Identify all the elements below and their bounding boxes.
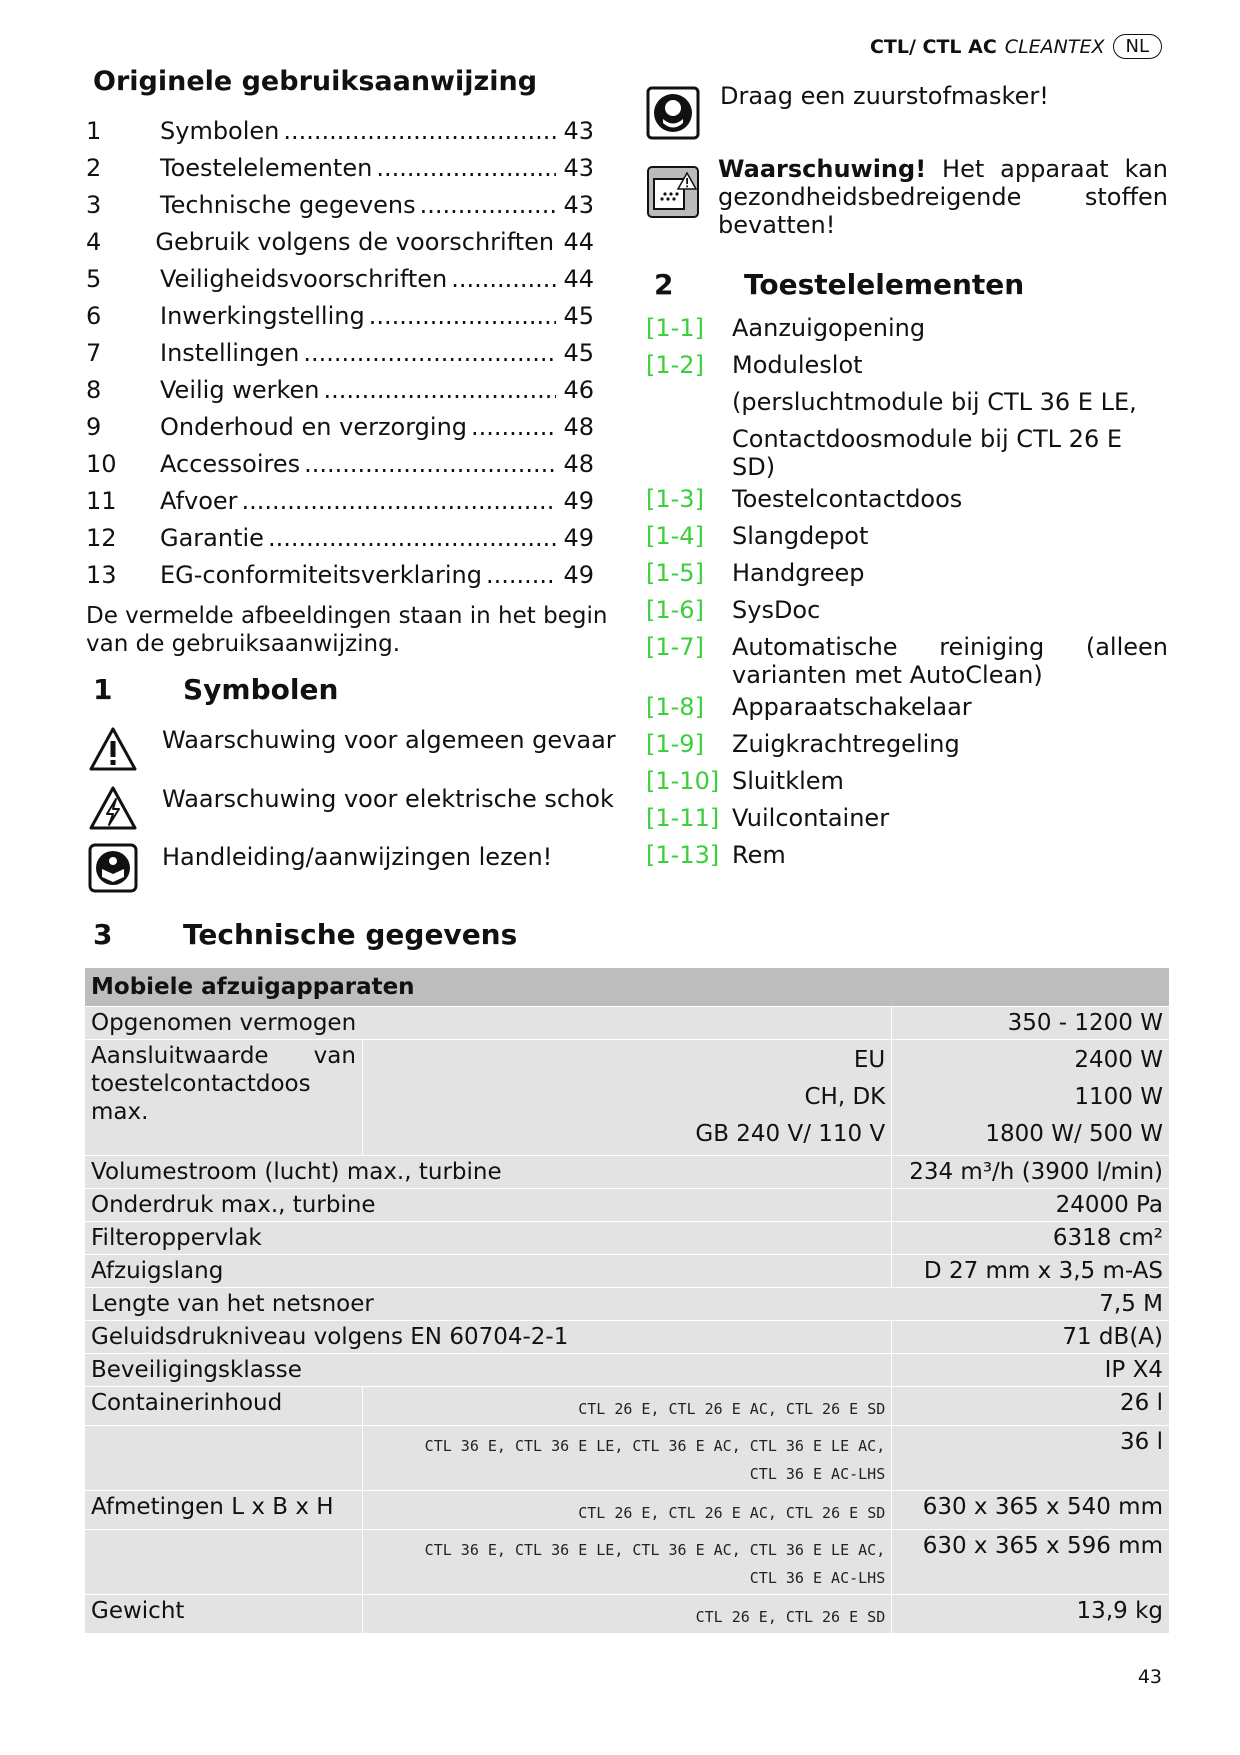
row-value: 71 dB(A) — [892, 1321, 1170, 1354]
element-name: (persluchtmodule bij CTL 36 E LE, — [732, 388, 1137, 416]
elements-list — [646, 310, 1168, 874]
toc-item[interactable] — [86, 482, 594, 519]
element-ref: [1-2] — [646, 351, 704, 379]
symbol-text: Waarschuwing voor algemeen gevaar — [162, 726, 616, 754]
element-ref: [1-6] — [646, 596, 704, 624]
element-name: Handgreep — [732, 559, 865, 587]
table-row — [85, 1491, 1170, 1530]
region: GB 240 V/ 110 V — [695, 1121, 886, 1147]
row-label-empty — [85, 1426, 363, 1491]
element-name: Slangdepot — [732, 522, 869, 550]
list-item — [646, 763, 1168, 800]
symbol-hazardous-dust — [646, 155, 1168, 239]
row-models: CTL 26 E, CTL 26 E AC, CTL 26 E SD — [362, 1491, 891, 1530]
table-header-row — [85, 968, 1170, 1007]
toc-num: 11 — [86, 486, 117, 515]
symbol-electric-shock — [88, 785, 628, 831]
toc-item[interactable] — [86, 445, 594, 482]
read-manual-icon — [88, 843, 138, 893]
toc-item[interactable] — [86, 334, 594, 371]
toc-page: 46 — [563, 375, 594, 404]
row-label-empty — [85, 1530, 363, 1595]
toc-item[interactable] — [86, 260, 594, 297]
toc-page: 45 — [563, 301, 594, 330]
toc-num: 1 — [86, 116, 102, 145]
element-name: Contactdoosmodule bij CTL 26 E SD) — [732, 425, 1122, 481]
toc-title: Gebruik volgens de voorschriften — [155, 227, 555, 256]
technical-data-table — [84, 967, 1170, 1634]
row-models: CTL 26 E, CTL 26 E SD — [362, 1595, 891, 1634]
table-of-contents — [86, 112, 594, 593]
toc-title: Veilig werken — [160, 375, 320, 404]
toc-num: 6 — [86, 301, 102, 330]
list-item — [646, 837, 1168, 874]
toc-item[interactable] — [86, 297, 594, 334]
section-heading-symbols — [93, 673, 338, 706]
language-badge: NL — [1113, 34, 1163, 59]
toc-title: Toestelelementen — [160, 153, 373, 182]
symbol-text: Draag een zuurstofmasker! — [720, 82, 1049, 110]
breathing-mask-icon — [646, 86, 700, 140]
toc-title: Garantie — [160, 523, 264, 552]
toc-item[interactable] — [86, 112, 594, 149]
list-item — [646, 726, 1168, 763]
figures-note: De vermelde afbeeldingen staan in het begin van de gebruiksaanwijzing. — [86, 603, 608, 657]
row-label: Volumestroom (lucht) max., turbine — [85, 1156, 892, 1189]
toc-num: 5 — [86, 264, 102, 293]
models-line: CTL 36 E AC-LHS — [749, 1569, 886, 1587]
row-value: 234 m³/h (3900 l/min) — [892, 1156, 1170, 1189]
element-ref: [1-3] — [646, 485, 704, 513]
toc-page: 44 — [563, 264, 594, 293]
row-value: 26 l — [892, 1387, 1170, 1426]
hazardous-dust-warning-icon — [646, 165, 700, 219]
element-ref: [1-9] — [646, 730, 704, 758]
toc-num: 10 — [86, 449, 117, 478]
row-label: Beveiligingsklasse — [85, 1354, 892, 1387]
row-label: Onderdruk max., turbine — [85, 1189, 892, 1222]
section-title: Symbolen — [183, 673, 339, 706]
toc-item[interactable] — [86, 223, 594, 260]
element-name: Rem — [732, 841, 786, 869]
table-row — [85, 1156, 1170, 1189]
row-label: Opgenomen vermogen — [85, 1007, 892, 1040]
list-item — [646, 310, 1168, 347]
warning-label: Waarschuwing! — [718, 155, 927, 183]
section-number: 1 — [93, 673, 113, 706]
element-name: Moduleslot — [732, 351, 863, 379]
element-name: Zuigkrachtregeling — [732, 730, 960, 758]
list-item — [646, 689, 1168, 726]
element-ref — [646, 384, 732, 421]
element-ref: [1-13] — [646, 841, 720, 869]
row-label-wide — [85, 1288, 1170, 1321]
toc-num: 12 — [86, 523, 117, 552]
models-line: CTL 36 E AC-LHS — [749, 1465, 886, 1483]
row-value: 630 x 365 x 596 mm — [892, 1530, 1170, 1595]
row-values — [892, 1040, 1170, 1156]
section-number: 2 — [654, 268, 674, 301]
toc-title: Technische gegevens — [160, 190, 416, 219]
warning-body: Het apparaat kan gezondheidsbedreigende stoffen bevatten! — [718, 155, 1168, 239]
row-label: Aansluitwaarde van toestelcontactdoos max. — [85, 1040, 363, 1156]
element-ref: [1-10] — [646, 767, 720, 795]
toc-page: 49 — [563, 560, 594, 589]
toc-item[interactable] — [86, 186, 594, 223]
row-models — [362, 1530, 891, 1595]
row-label: Lengte van het netsnoer — [91, 1291, 374, 1317]
table-row — [85, 1288, 1170, 1321]
row-models: CTL 26 E, CTL 26 E AC, CTL 26 E SD — [362, 1387, 891, 1426]
row-value: 7,5 M — [1099, 1291, 1163, 1317]
list-item — [646, 800, 1168, 837]
toc-item[interactable] — [86, 408, 594, 445]
element-name: Sluitklem — [732, 767, 844, 795]
table-row — [85, 1426, 1170, 1491]
toc-title: EG-conformiteitsverklaring — [160, 560, 482, 589]
toc-item[interactable] — [86, 371, 594, 408]
element-ref: [1-4] — [646, 522, 704, 550]
symbol-text: Waarschuwing voor elektrische schok — [162, 785, 614, 813]
row-value: IP X4 — [892, 1354, 1170, 1387]
toc-title: Instellingen — [160, 338, 300, 367]
element-ref: [1-5] — [646, 559, 704, 587]
table-row — [85, 1530, 1170, 1595]
toc-num: 8 — [86, 375, 102, 404]
element-name: Apparaatschakelaar — [732, 693, 972, 721]
element-name: Vuilcontainer — [732, 804, 890, 832]
element-ref: [1-11] — [646, 804, 720, 832]
row-value: 350 - 1200 W — [892, 1007, 1170, 1040]
section-title: Technische gegevens — [183, 918, 518, 951]
list-item — [646, 421, 1168, 481]
row-value: 36 l — [892, 1426, 1170, 1491]
row-regions — [362, 1040, 891, 1156]
row-value: 13,9 kg — [892, 1595, 1170, 1634]
row-value: 6318 cm² — [892, 1222, 1170, 1255]
warning-triangle-icon — [88, 726, 138, 772]
region-value: 1800 W/ 500 W — [985, 1121, 1163, 1147]
symbol-general-danger — [88, 726, 628, 772]
element-name: Toestelcontactdoos — [732, 485, 963, 513]
toc-item[interactable] — [86, 556, 594, 593]
row-label: Gewicht — [85, 1595, 363, 1634]
toc-title: Symbolen — [160, 116, 280, 145]
section-title: Toestelelementen — [744, 268, 1025, 301]
table-row — [85, 1354, 1170, 1387]
row-value: 24000 Pa — [892, 1189, 1170, 1222]
region-value: 2400 W — [1074, 1047, 1163, 1073]
toc-page: 49 — [563, 523, 594, 552]
models-line: CTL 36 E, CTL 36 E LE, CTL 36 E AC, CTL 36 E LE AC, — [424, 1541, 886, 1559]
toc-title: Veiligheidsvoorschriften — [160, 264, 448, 293]
row-label: Afzuigslang — [85, 1255, 892, 1288]
row-value: 630 x 365 x 540 mm — [892, 1491, 1170, 1530]
element-ref: [1-1] — [646, 314, 704, 342]
toc-title: Inwerkingstelling — [160, 301, 365, 330]
toc-num: 7 — [86, 338, 102, 367]
toc-title: Accessoires — [160, 449, 301, 478]
element-ref: [1-8] — [646, 693, 704, 721]
list-item — [646, 629, 1168, 689]
toc-page: 45 — [563, 338, 594, 367]
list-item — [646, 347, 1168, 384]
symbol-breathing-mask — [646, 82, 1168, 140]
toc-num: 13 — [86, 560, 117, 589]
list-item — [646, 518, 1168, 555]
page-header — [870, 34, 1162, 59]
list-item — [646, 592, 1168, 629]
toc-page: 48 — [563, 412, 594, 441]
symbol-text: Handleiding/aanwijzingen lezen! — [162, 843, 553, 871]
table-row — [85, 1387, 1170, 1426]
table-row — [85, 1595, 1170, 1634]
section-number: 3 — [93, 918, 113, 951]
toc-num: 4 — [86, 227, 102, 256]
toc-page: 49 — [563, 486, 594, 515]
table-row — [85, 1255, 1170, 1288]
list-item — [646, 481, 1168, 518]
toc-title: Onderhoud en verzorging — [160, 412, 468, 441]
toc-item[interactable] — [86, 519, 594, 556]
element-name: Automatische reiniging (alleen varianten met AutoClean) — [732, 633, 1168, 689]
row-label: Geluidsdrukniveau volgens EN 60704-2-1 — [85, 1321, 892, 1354]
section-heading-technical — [93, 918, 517, 951]
element-ref: [1-7] — [646, 633, 704, 661]
page-number: 43 — [1137, 1666, 1162, 1688]
toc-page: 44 — [563, 227, 594, 256]
symbol-read-manual — [88, 843, 628, 893]
section-heading-elements — [654, 268, 1024, 301]
toc-page: 43 — [563, 153, 594, 182]
element-name: Aanzuigopening — [732, 314, 926, 342]
document-title: Originele gebruiksaanwijzing — [93, 66, 538, 97]
models-line: CTL 36 E, CTL 36 E LE, CTL 36 E AC, CTL 36 E LE AC, — [424, 1437, 886, 1455]
row-label: Filteroppervlak — [85, 1222, 892, 1255]
header-product-italic: CLEANTEX — [1004, 35, 1105, 58]
table-row — [85, 1040, 1170, 1156]
toc-num: 2 — [86, 153, 102, 182]
element-name: SysDoc — [732, 596, 821, 624]
region: CH, DK — [804, 1084, 886, 1110]
toc-page: 43 — [563, 116, 594, 145]
toc-num: 9 — [86, 412, 102, 441]
warning-text — [718, 155, 1168, 239]
row-label: Afmetingen L x B x H — [85, 1491, 363, 1530]
toc-page: 43 — [563, 190, 594, 219]
toc-title: Afvoer — [160, 486, 238, 515]
element-ref — [646, 421, 732, 481]
row-value: D 27 mm x 3,5 m-AS — [892, 1255, 1170, 1288]
row-label: Containerinhoud — [85, 1387, 363, 1426]
region: EU — [853, 1047, 886, 1073]
list-item — [646, 555, 1168, 592]
toc-page: 48 — [563, 449, 594, 478]
table-header: Mobiele afzuigapparaten — [85, 968, 1170, 1007]
electric-shock-warning-icon — [88, 785, 138, 831]
table-row — [85, 1321, 1170, 1354]
header-product: CTL/ CTL AC — [869, 35, 997, 58]
toc-item[interactable] — [86, 149, 594, 186]
table-row — [85, 1189, 1170, 1222]
list-item — [646, 384, 1168, 421]
row-models — [362, 1426, 891, 1491]
toc-num: 3 — [86, 190, 102, 219]
table-row — [85, 1007, 1170, 1040]
region-value: 1100 W — [1074, 1084, 1163, 1110]
table-row — [85, 1222, 1170, 1255]
